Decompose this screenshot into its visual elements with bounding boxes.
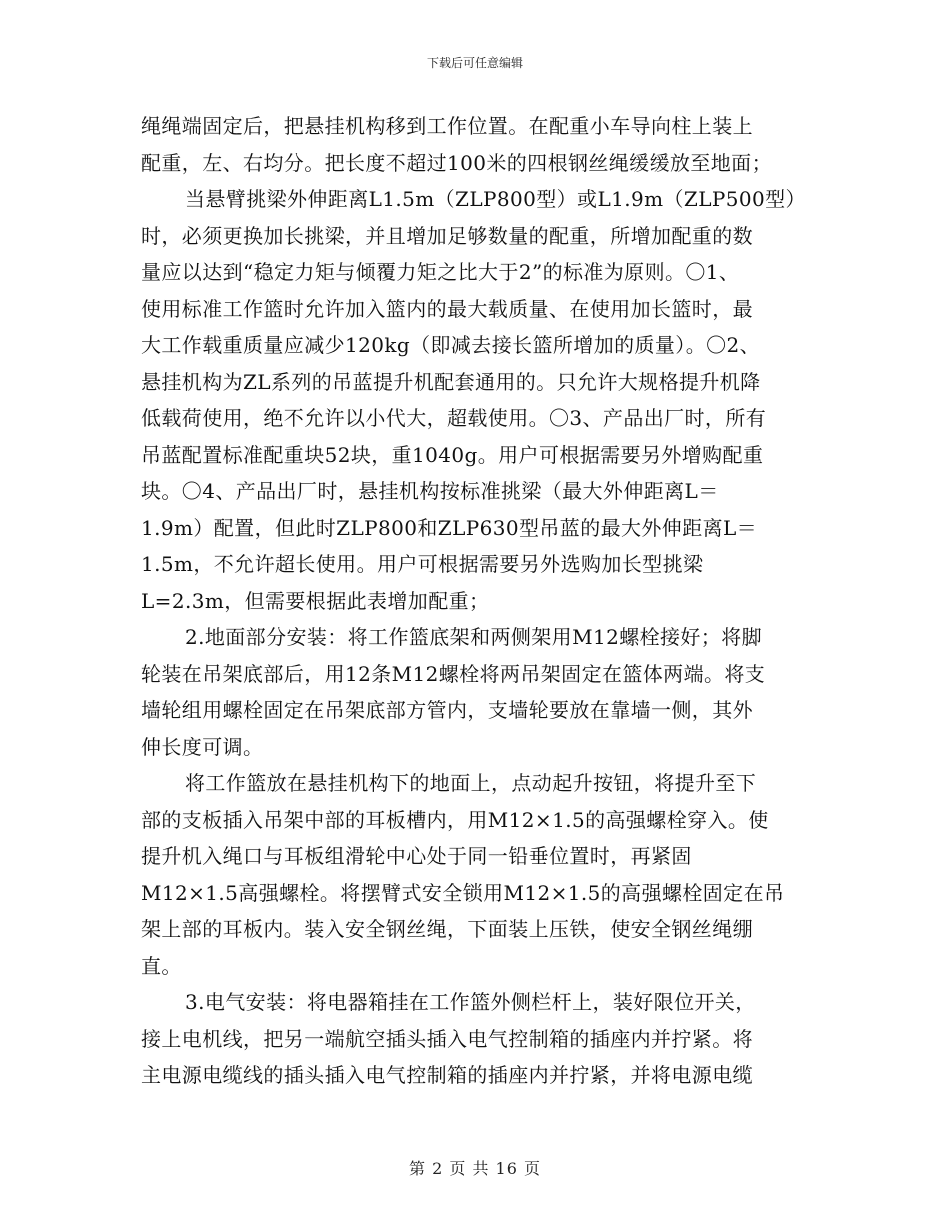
text-line: 块。〇4、产品出厂时，悬挂机构按标准挑梁（最大外伸距离L＝	[141, 479, 719, 503]
text-line: 主电源电缆线的插头插入电气控制箱的插座内并拧紧，并将电源电缆	[141, 1063, 753, 1087]
text-line: 接上电机线，把另一端航空插头插入电气控制箱的插座内并拧紧。将	[141, 1026, 753, 1051]
text-line: 使用标准工作篮时允许加入篮内的最大载质量、在使用加长篮时，最	[141, 296, 753, 321]
text-line: 量应以达到“稳定力矩与倾覆力矩之比大于2”的标准为原则。〇1、	[141, 260, 740, 284]
text-line: 大工作载重质量应减少120kg（即减去接长篮所增加的质量）。〇2、	[141, 333, 761, 357]
text-line: M12×1.5高强螺栓。将摆臂式安全锁用M12×1.5的高强螺栓固定在吊	[141, 880, 785, 905]
text-line: 架上部的耳板内。装入安全钢丝绳，下面装上压铁，使安全钢丝绳绷	[141, 917, 753, 941]
text-line: 时，必须更换加长挑梁，并且增加足够数量的配重，所增加配重的数	[141, 223, 753, 248]
text-line: 1.9m）配置，但此时ZLP800和ZLP630型吊蓝的最大外伸距离L＝	[141, 515, 758, 540]
text-line: 轮装在吊架底部后，用12条M12螺栓将两吊架固定在篮体两端。将支	[141, 661, 766, 686]
text-line: 提升机入绳口与耳板组滑轮中心处于同一铅垂位置时，再紧固	[141, 844, 692, 868]
text-line: 伸长度可调。	[141, 734, 264, 759]
text-line: 1.5m，不允许超长使用。用户可根据需要另外选购加长型挑梁	[141, 552, 704, 576]
text-line: 悬挂机构为ZL系列的吊蓝提升机配套通用的。只允许大规格提升机降	[141, 369, 761, 394]
text-line: 绳绳端固定后，把悬挂机构移到工作位置。在配重小车导向柱上装上	[141, 114, 753, 138]
text-line: L=2.3m，但需要根据此表增加配重；	[141, 588, 490, 613]
text-line: 墙轮组用螺栓固定在吊架底部方管内，支墙轮要放在靠墙一侧，其外	[141, 698, 753, 722]
text-line: 吊蓝配置标准配重块52块，重1040g。用户可根据需要另外增购配重	[141, 442, 764, 467]
text-line: 直。	[141, 953, 182, 978]
text-line: 低载荷使用，绝不允许以小代大，超载使用。〇3、产品出厂时，所有	[141, 406, 767, 430]
page-footer: 第 2 页 共 16 页	[409, 1159, 541, 1178]
page-header: 下载后可任意编辑	[426, 56, 523, 70]
text-line: 部的支板插入吊架中部的耳板槽内，用M12×1.5的高强螺栓穿入。使	[141, 807, 769, 832]
text-line: 将工作篮放在悬挂机构下的地面上，点动起升按钮，将提升至下	[185, 771, 757, 795]
text-line: 3.电气安装：将电器箱挂在工作篮外侧栏杆上，装好限位开关，	[185, 990, 756, 1014]
text-line: 当悬臂挑梁外伸距离L1.5m（ZLP800型）或L1.9m（ZLP500型）	[185, 187, 806, 211]
document-body	[141, 108, 813, 1094]
text-line: 配重，左、右均分。把长度不超过100米的四根钢丝绳缓缓放至地面；	[141, 150, 772, 175]
text-line: 2.地面部分安装：将工作篮底架和两侧架用M12螺栓接好；将脚	[185, 625, 763, 649]
